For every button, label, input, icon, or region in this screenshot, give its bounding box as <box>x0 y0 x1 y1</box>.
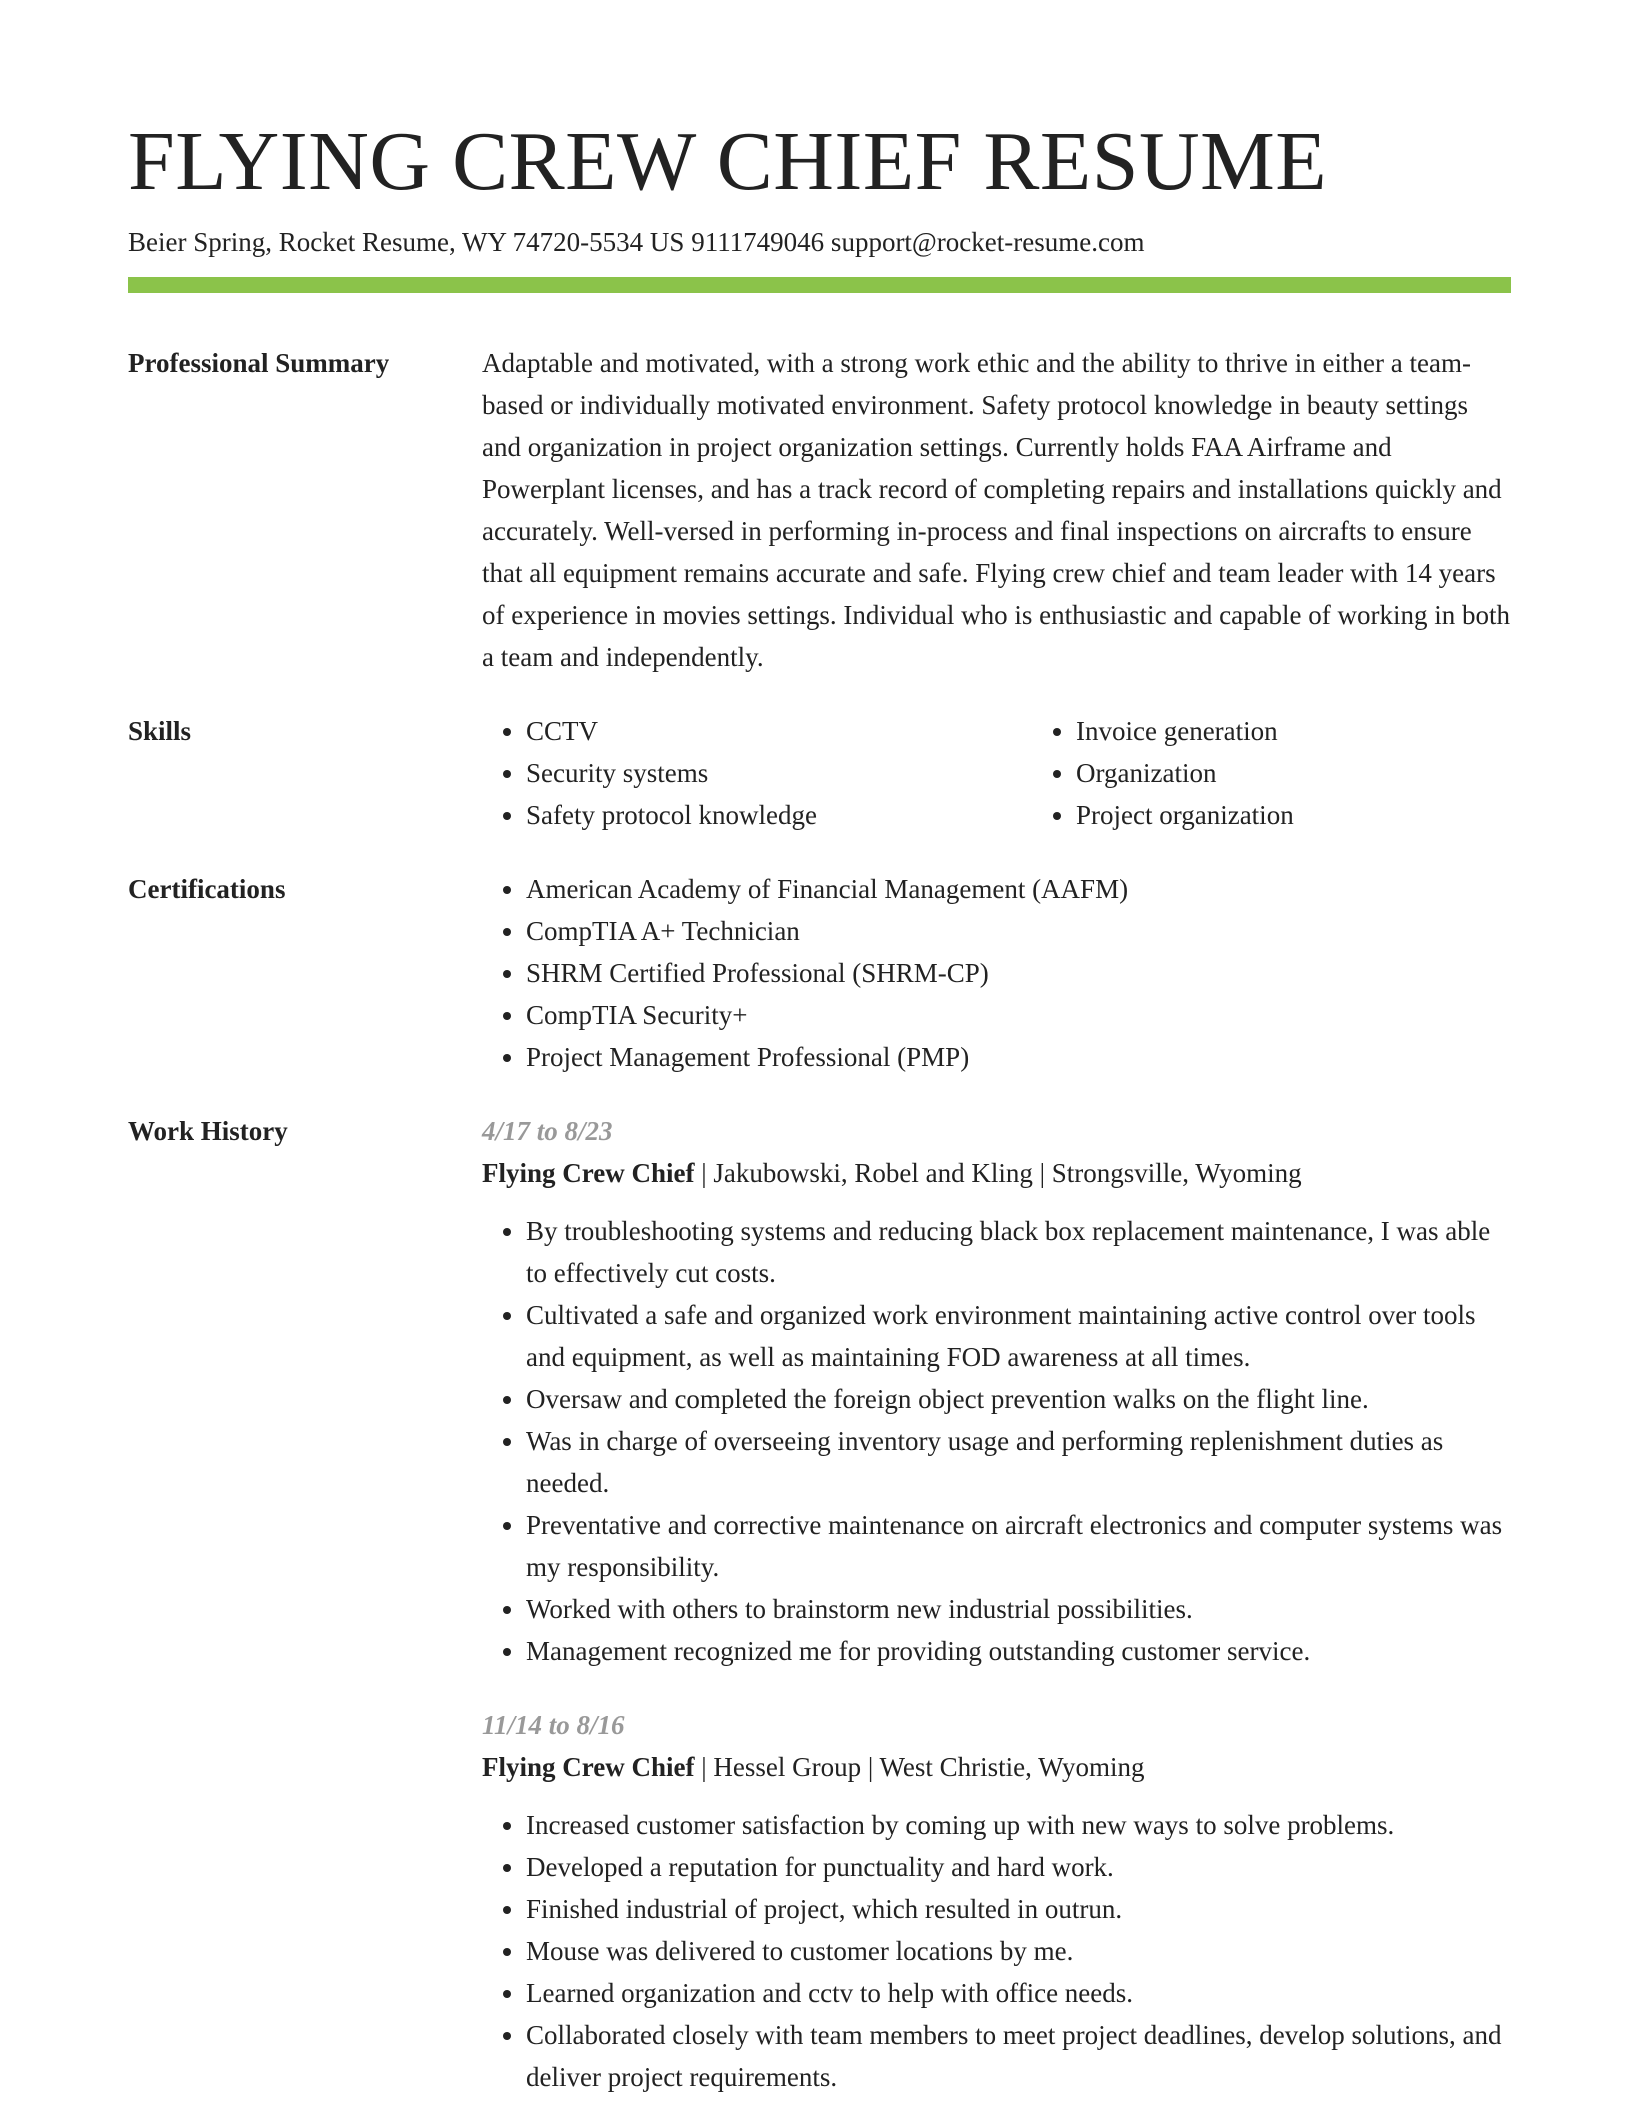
skills-list-left <box>482 710 1032 836</box>
job-bullet: • Worked with others to brainstorm new industrial possibilities. <box>526 1588 1511 1630</box>
resume-page <box>128 115 1511 2098</box>
job-dates: 11/14 to 8/16 <box>482 1710 625 1741</box>
job-bullet: • Cultivated a safe and organized work environment maintaining active control over tools and equipment, as well as maintaining FOD awareness at all times. <box>526 1294 1511 1378</box>
job-details: | Hessel Group | West Christie, Wyoming <box>694 1752 1145 1783</box>
job-entry <box>482 1110 1511 1672</box>
job-title: Flying Crew Chief <box>482 1158 695 1189</box>
job-details: | Jakubowski, Robel and Kling | Strongsville, Wyoming <box>694 1158 1302 1189</box>
section-label-work-history: Work History <box>128 1116 288 1147</box>
resume-title: FLYING CREW CHIEF RESUME <box>128 115 1328 208</box>
job-bullet: • Collaborated closely with team members to meet project deadlines, develop solutions, and deliver project requirements. <box>526 2014 1511 2098</box>
job-bullet: • Preventative and corrective maintenance on aircraft electronics and computer systems was my responsibility. <box>526 1504 1511 1588</box>
job-heading <box>482 1152 1511 1194</box>
job-bullet: • Oversaw and completed the foreign object prevention walks on the flight line. <box>526 1378 1511 1420</box>
skill-item: • CCTV <box>526 710 1032 752</box>
job-bullet: • Finished industrial of project, which resulted in outrun. <box>526 1888 1511 1930</box>
section-label-summary: Professional Summary <box>128 348 390 379</box>
certifications-list <box>482 868 1511 1078</box>
job-entry <box>482 1704 1511 2098</box>
skill-item: • Safety protocol knowledge <box>526 794 1032 836</box>
job-title: Flying Crew Chief <box>482 1752 695 1783</box>
job-bullet: • Mouse was delivered to customer locations by me. <box>526 1930 1511 1972</box>
certification-item: • American Academy of Financial Management (AAFM) <box>526 868 1511 910</box>
contact-line: Beier Spring, Rocket Resume, WY 74720-5534 US 9111749046 support@rocket-resume.com <box>128 227 1145 257</box>
skill-item: • Security systems <box>526 752 1032 794</box>
job-bullet: • Learned organization and cctv to help with office needs. <box>526 1972 1511 2014</box>
skills-list-right <box>1032 710 1582 836</box>
job-bullets <box>482 1210 1511 1672</box>
certification-item: • CompTIA Security+ <box>526 994 1511 1036</box>
job-bullet: • Was in charge of overseeing inventory usage and performing replenishment duties as needed. <box>526 1420 1511 1504</box>
job-bullet: • By troubleshooting systems and reducing black box replacement maintenance, I was able to effectively cut costs. <box>526 1210 1511 1294</box>
section-label-certifications: Certifications <box>128 874 286 905</box>
job-bullet: • Management recognized me for providing outstanding customer service. <box>526 1630 1511 1672</box>
professional-summary-section <box>128 342 1511 678</box>
skills-section <box>128 710 1511 836</box>
job-dates: 4/17 to 8/23 <box>482 1116 613 1147</box>
job-bullet: • Increased customer satisfaction by coming up with new ways to solve problems. <box>526 1804 1511 1846</box>
header-divider <box>128 277 1511 293</box>
work-history-section <box>128 1110 1511 2098</box>
summary-text: Adaptable and motivated, with a strong work ethic and the ability to thrive in either a team-based or individually motivated environment. Safety protocol knowledge in beauty settings and organization in project organization settings. Currently holds FAA Airframe and Powerplant licenses, and has a track record of completing repairs and installations quickly and accurately. Well-versed in performing in-process and final inspections on aircrafts to ensure that all equipment remains accurate and safe. Flying crew chief and team leader with 14 years of experience in movies settings. Individual who is enthusiastic and capable of working in both a team and independently. <box>482 348 1511 673</box>
skills-columns <box>482 710 1582 836</box>
certifications-section <box>128 868 1511 1078</box>
certification-item: • SHRM Certified Professional (SHRM-CP) <box>526 952 1511 994</box>
skill-item: • Project organization <box>1076 794 1582 836</box>
certification-item: • Project Management Professional (PMP) <box>526 1036 1511 1078</box>
certifications-body <box>482 868 1511 1078</box>
skill-item: • Organization <box>1076 752 1582 794</box>
job-heading <box>482 1746 1511 1788</box>
work-history-body <box>482 1110 1511 2098</box>
job-bullet: • Developed a reputation for punctuality and hard work. <box>526 1846 1511 1888</box>
skill-item: • Invoice generation <box>1076 710 1582 752</box>
job-bullets <box>482 1804 1511 2098</box>
certification-item: • CompTIA A+ Technician <box>526 910 1511 952</box>
section-label-skills: Skills <box>128 716 192 747</box>
